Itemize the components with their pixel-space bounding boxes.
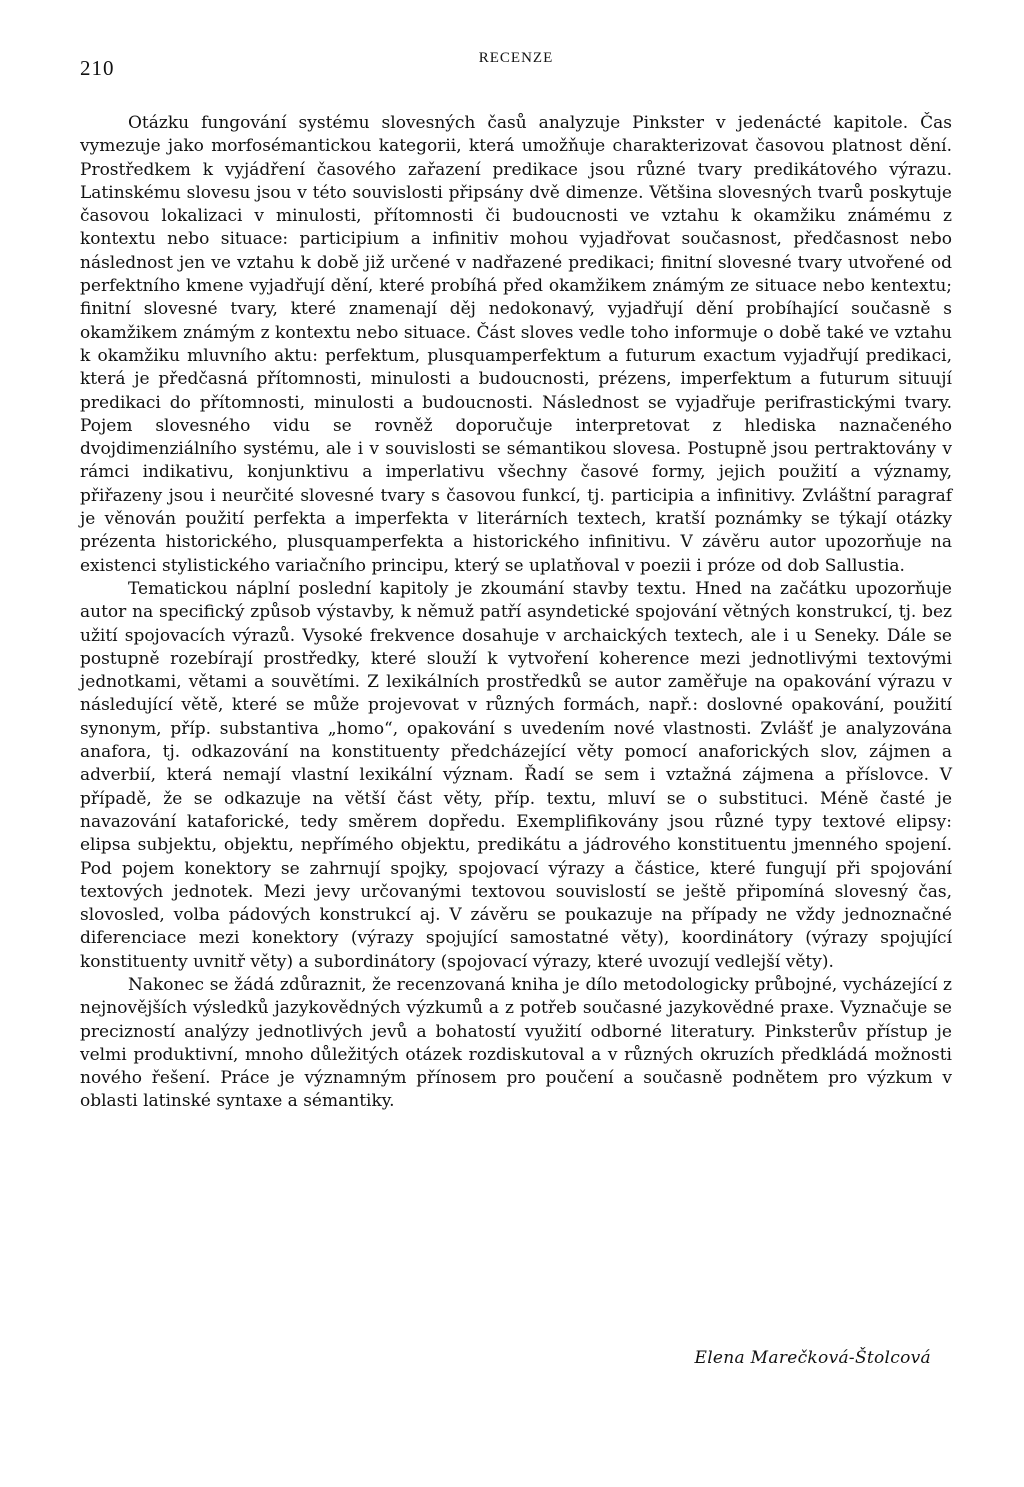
paragraph-conclusion: Nakonec se žádá zdůraznit, že recenzovaná kniha je dílo metodologicky průbojné, vycházející z nejnovějších výsledků jazykovědných výzkumů a z potřeb současné jazykovědné praxe. Vyznačuje se precizností analýzy jednotlivých jevů a bohatostí využití odborné literatury. Pinksterův přístup je velmi produktivní, mnoho důležitých otázek rozdiskutoval a v různých okruzích předkládá možnosti nového řešení. Práce je významným přínosem pro poučení a současně podnětem pro výzkum v oblasti latinské syntaxe a sémantiky. (80, 974, 952, 1112)
paragraph-tense-system: Otázku fungování systému slovesných časů analyzuje Pinkster v jedenácté kapitole. Čas vymezuje jako morfosémantickou kategorii, která umožňuje charakterizovat časovou platnost dění. Prostředkem k vyjádření časového zařazení predikace jsou různé tvary predikátového výrazu. Latinskému slovesu jsou v této souvislosti připsány dvě dimenze. Většina slovesných tvarů poskytuje časovou lokalizaci v minulosti, přítomnosti či budoucnosti ve vztahu k okamžiku známému z kontextu nebo situace: participium a infinitiv mohou vyjadřovat současnost, předčasnost nebo následnost jen ve vztahu k době již určené v nadřazené predikaci; finitní slovesné tvary utvořené od perfektního kmene vyjadřují dění, které probíhá před okamžikem známým ze situace nebo kentextu; finitní slovesné tvary, které znamenají děj nedokonavý, vyjadřují dění probíhající současně s okamžikem známým z kontextu nebo situace. Část sloves vedle toho informuje o době také ve vztahu k okamžiku mluvního aktu: perfektum, plusquamperfektum a futurum exactum vyjadřují predikaci, která je předčasná přítomnosti, minulosti a budoucnosti, prézens, imperfektum a futurum situují predikaci do přítomnosti, minulosti a budoucnosti. Následnost se vyjadřuje perifrastickými tvary. Pojem slovesného vidu se rovněž doporučuje interpretovat z hlediska naznačeného dvojdimenziálního systému, ale i v souvislosti se sémantikou slovesa. Postupně jsou pertraktovány v rámci indikativu, konjunktivu a imperlativu všechny časové formy, jejich použití a významy, přiřazeny jsou i neurčité slovesné tvary s časovou funkcí, tj. participia a infinitivy. Zvláštní paragraf je věnován použití perfekta a imperfekta v literárních textech, kratší poznámky se týkají otázky prézenta historického, plusquamperfekta a historického infinitivu. V závěru autor upozorňuje na existenci stylistického variačního principu, který se uplatňoval v poezii i próze od dob Sallustia. (80, 113, 952, 576)
page-number: 210 (80, 56, 115, 80)
author-signature: Elena Marečková-Štolcová (694, 1348, 931, 1368)
review-body (80, 112, 952, 1114)
paragraph-text-structure: Tematickou náplní poslední kapitoly je zkoumání stavby textu. Hned na začátku upozorňuje autor na specifický způsob výstavby, k němuž patří asyndetické spojování větných konstrukcí, tj. bez užití spojovacích výrazů. Vysoké frekvence dosahuje v archaických textech, ale i u Seneky. Dále se postupně rozebírají prostředky, které slouží k vytvoření koherence mezi jednotlivými textovými jednotkami, větami a souvětími. Z lexikálních prostředků se autor zaměřuje na opakování výrazu v následující větě, které se může projevovat v různých formách, např.: doslovné opakování, použití synonym, příp. substantiva „homo“, opakování s uvedením nové vlastnosti. Zvlášť je analyzována anafora, tj. odkazování na konstituenty předcházející věty pomocí anaforických slov, zájmen a adverbií, která nemají vlastní lexikální význam. Řadí se sem i vztažná zájmena a příslovce. V případě, že se odkazuje na větší část věty, příp. textu, mluví se o substituci. Méně časté je navazování kataforické, tedy směrem dopředu. Exemplifikovány jsou různé typy textové elipsy: elipsa subjektu, objektu, nepřímého objektu, predikátu a jádrového konstituentu jmenného spojení. Pod pojem konektory se zahrnují spojky, spojovací výrazy a částice, které fungují při spojování textových jednotek. Mezi jevy určovanými textovou souvislostí se ještě připomíná slovesný čas, slovosled, volba pádových konstrukcí aj. V závěru se poukazuje na případy ne vždy jednoznačné diferenciace mezi konektory (výrazy spojující samostatné věty), koordinátory (výrazy spojující konstituenty uvnitř věty) a subordinátory (spojovací výrazy, které uvozují vedlejší věty). (80, 578, 952, 972)
running-head (80, 50, 952, 80)
running-title: RECENZE (478, 50, 554, 66)
